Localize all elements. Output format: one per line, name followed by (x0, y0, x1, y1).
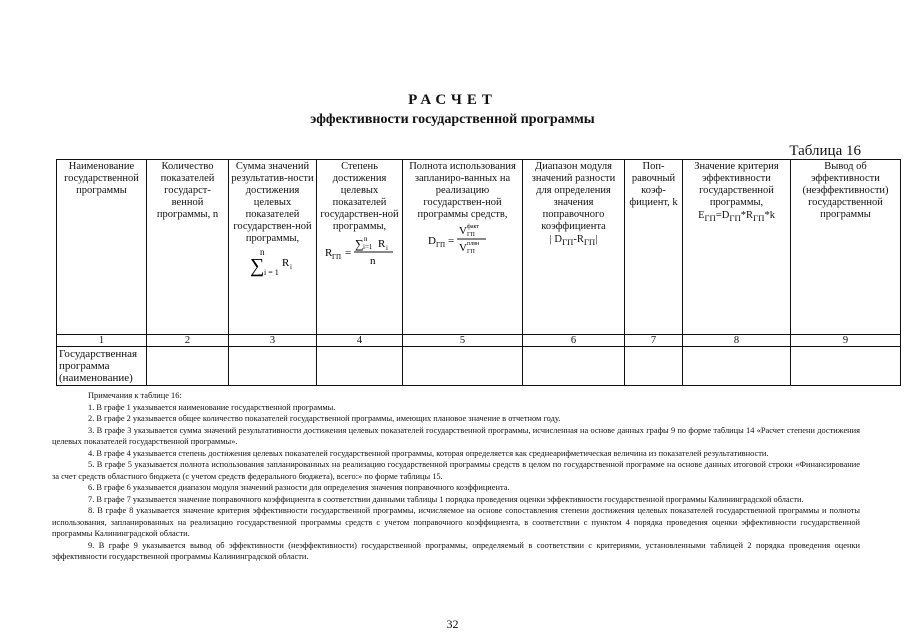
header-col-3: Сумма значений результатив-ности достижения целевых показателей государствен-ной программы, n ∑ i = 1 R i (229, 160, 317, 335)
table-cell (791, 347, 901, 386)
page-number: 32 (446, 617, 459, 631)
svg-text:D: D (427, 235, 436, 247)
note-item: 8. В графе 8 указывается значение критерия эффективности государственной программы, исчисляемое на основе сопоставления степени достижения целевых показателей государственной программы и полноты использования, запланированных на реализацию государственной программы средств с учетом поправочного коэффициента, в соответствии с пунктом 4 порядка проведения оценки эффективности государственной программы Калининградской области. (52, 506, 860, 538)
svg-text:n: n (363, 235, 367, 243)
svg-text:∑: ∑ (249, 255, 264, 277)
note-item: 6. В графе 6 указывается диапазон модуля значений разности для определения значения поправочного коэффициента. (88, 483, 510, 492)
svg-text:ГП: ГП (466, 249, 475, 255)
column-number: 7 (625, 335, 683, 347)
svg-text:V: V (458, 225, 467, 237)
column-number-row (57, 335, 901, 347)
svg-text:V: V (458, 242, 467, 254)
column-number: 4 (317, 335, 403, 347)
header-col-6: Диапазон модуля значений разности для определения значения поправочного коэффициента | $D_{ГП}-R_{ГП}|$ (523, 160, 625, 335)
note-item: 4. В графе 4 указывается степень достижения целевых показателей государственной программы, которая определяется как среднеарифметическая величина из показателей результативности. (88, 448, 769, 458)
note-item: 3. В графе 3 указывается сумма значений результативности достижения целевых показателей государственной программы, исчисленная на основе данных графы 9 по форме таблицы 14 «Расчет степени достижения целевых показателей государственной программы». (52, 425, 860, 446)
svg-text:R: R (281, 257, 289, 269)
table-notes (52, 390, 860, 563)
svg-text:∑: ∑ (354, 237, 364, 251)
calculation-table (56, 159, 901, 386)
notes-intro: Примечания к таблице 16: (88, 391, 182, 400)
table-cell (147, 347, 229, 386)
header-col-2: Количество показателей государст-венной программы, n (147, 160, 229, 335)
column-number: 1 (57, 335, 147, 347)
header-col-8: Значение критерия эффективности государственной программы, $E_{ГП}=D_{ГП}*R_{ГП}*k$ (683, 160, 791, 335)
note-item: 5. В графе 5 указывается полнота использования запланированных на реализацию государственной программы средств в целом по государственной программе на основе данных итоговой строки «Финансирование за счет средств областного бюджета (с учетом средств федерального бюджета), всего:» по форме таблицы 15. (52, 460, 860, 481)
note-item: 9. В графе 9 указывается вывод об эффективности (неэффективности) государственной программы, определяемый в соответствии с критериями, установленными таблицей 2 порядка проведения оценки эффективности государственной программы Калининградской области. (52, 540, 860, 561)
svg-text:i=1: i=1 (362, 243, 372, 251)
svg-text:n: n (369, 255, 375, 267)
svg-text:=: = (344, 247, 351, 259)
svg-text:ГП: ГП (466, 232, 475, 238)
table-cell (625, 347, 683, 386)
formula-range: | $D_{ГП}-R_{ГП}|$ (549, 234, 598, 248)
svg-text:ГП: ГП (331, 253, 341, 261)
document-subtitle: эффективности государственной программы (310, 112, 595, 127)
column-number: 6 (523, 335, 625, 347)
table-cell (683, 347, 791, 386)
svg-text:ГП: ГП (435, 241, 445, 249)
header-col-4: Степень достижения целевых показателей государствен-ной программы, R ГП = ∑ n i=1 R i n (317, 160, 403, 335)
formula-d-gp (405, 222, 520, 256)
svg-text:R: R (377, 238, 385, 250)
header-col-9: Вывод об эффективности (неэффективности) государственной программы (791, 160, 901, 335)
table-cell (229, 347, 317, 386)
table-cell (317, 347, 403, 386)
formula-r-gp (319, 234, 400, 268)
table-header-row (57, 160, 901, 335)
formula-e-gp: $E_{ГП}=D_{ГП}*R_{ГП}*k$ (698, 210, 775, 224)
column-number: 2 (147, 335, 229, 347)
column-number: 3 (229, 335, 317, 347)
svg-text:i = 1: i = 1 (263, 268, 279, 277)
svg-text:R: R (324, 247, 332, 259)
header-col-7: Поп-равочный коэф-фициент, k (625, 160, 683, 335)
table-row (57, 347, 901, 386)
column-number: 8 (683, 335, 791, 347)
svg-text:факт: факт (466, 224, 479, 230)
svg-text:плвн: плвн (466, 241, 479, 247)
table-cell (403, 347, 523, 386)
note-item: 7. В графе 7 указывается значение поправочного коэффициента в соответствии данными таблицы 1 порядка проведения оценки эффективности государственной программы Калининградской области. (88, 494, 804, 504)
svg-text:=: = (447, 235, 454, 247)
svg-text:i: i (289, 263, 292, 271)
table-cell (523, 347, 625, 386)
document-title: РАСЧЕТ (408, 92, 497, 108)
column-number: 5 (403, 335, 523, 347)
svg-text:i: i (385, 244, 388, 252)
note-item: 2. В графе 2 указывается общее количество показателей государственной программы, имеющих плановое значение в отчетном году. (88, 414, 561, 423)
svg-text:n: n (259, 247, 264, 257)
note-item: 1. В графе 1 указывается наименование государственной программы. (88, 402, 336, 412)
formula-sum-ri (231, 246, 314, 280)
header-col-1: Наименование государственной программы (57, 160, 147, 335)
program-name-cell: Государственная программа (наименование) (57, 347, 147, 386)
column-number: 9 (791, 335, 901, 347)
header-col-5: Полнота использования запланиро-ванных на реализацию государствен-ной программы средств, D ГП = V факт ГП V плвн ГП (403, 160, 523, 335)
table-label: Таблица 16 (789, 143, 861, 159)
